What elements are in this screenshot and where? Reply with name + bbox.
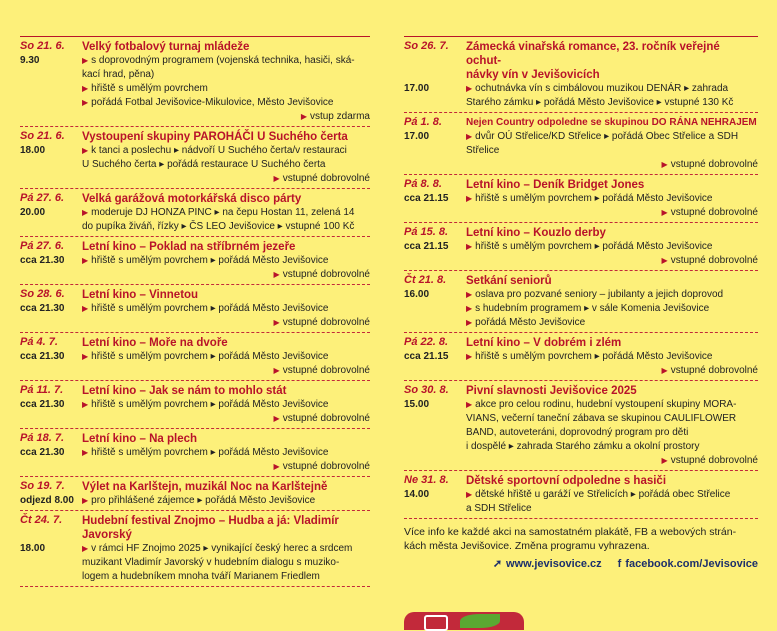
- detail-text: vstupné dobrovolné: [282, 269, 370, 280]
- detail-text: vstupné dobrovolné: [282, 461, 370, 472]
- event-head: [20, 384, 370, 398]
- event-body: [20, 254, 370, 282]
- bullet-triangle-icon: ▶: [466, 318, 473, 327]
- detail-line: [82, 68, 370, 82]
- event-body: [20, 54, 370, 124]
- event-title-text: Zámecká vinařská romance, 23. ročník veřejné ochut-: [466, 41, 720, 67]
- detail-line: [466, 412, 758, 426]
- event-details: [466, 350, 758, 378]
- facebook-text: facebook.com/Jevisovice: [625, 557, 758, 570]
- event-details: [82, 542, 370, 584]
- detail-text: vstupné dobrovolné: [670, 207, 758, 218]
- event-time: cca 21.30: [20, 255, 65, 266]
- detail-line: [82, 556, 370, 570]
- fee-line: [82, 460, 370, 474]
- bullet-triangle-icon: ▶: [466, 242, 473, 251]
- detail-text: moderuje DJ HONZA PINC ▸ na čepu Hostan 11, zelená 14: [91, 207, 355, 218]
- detail-line: [466, 488, 758, 502]
- detail-text: a SDH Střelice: [466, 503, 532, 514]
- event-body: [404, 398, 758, 468]
- event-body: [404, 130, 758, 172]
- detail-text: hřiště s umělým povrchem ▸ pořádá Město Jevišovice: [475, 241, 713, 252]
- info-text: [404, 525, 758, 553]
- event-time: 18.00: [20, 145, 46, 156]
- bullet-triangle-icon: ▶: [273, 174, 280, 183]
- event-date: Čt 21. 8.: [404, 274, 447, 286]
- detail-text: hřiště s umělým povrchem ▸ pořádá Město Jevišovice: [475, 193, 713, 204]
- event-item: [404, 333, 758, 381]
- detail-line: [82, 220, 370, 234]
- detail-line: [466, 350, 758, 364]
- event-details: [466, 240, 758, 268]
- detail-text: hřiště s umělým povrchem ▸ pořádá Město Jevišovice: [91, 255, 329, 266]
- event-time: 15.00: [404, 399, 430, 410]
- detail-line: [466, 426, 758, 440]
- event-head: [404, 474, 758, 488]
- event-time: cca 21.15: [404, 241, 449, 252]
- event-date: So 26. 7.: [404, 40, 449, 52]
- detail-text: Starého zámku ▸ pořádá Město Jevišovice ▸ vstupné 130 Kč: [466, 97, 734, 108]
- fee-line: [82, 412, 370, 426]
- event-details: [466, 488, 758, 516]
- event-details: [82, 54, 370, 124]
- detail-text: pořádá Fotbal Jevišovice-Mikulovice, Město Jevišovice: [91, 97, 334, 108]
- detail-line: [82, 206, 370, 220]
- website-link[interactable]: [493, 557, 602, 570]
- fee-line: [82, 268, 370, 282]
- event-details: [82, 494, 370, 508]
- event-title: [466, 116, 758, 130]
- detail-line: [82, 398, 370, 412]
- contact-links: [404, 557, 758, 570]
- event-head: [404, 274, 758, 288]
- event-details: [82, 302, 370, 330]
- detail-text: akce pro celou rodinu, hudební vystoupení skupiny MORA-: [475, 399, 737, 410]
- detail-text: k tanci a poslechu ▸ nádvoří U Suchého čerta/v restauraci: [91, 145, 347, 156]
- right-column: [404, 36, 758, 570]
- fee-line: [466, 254, 758, 268]
- event-item: [404, 271, 758, 333]
- cursor-icon: ➚: [492, 558, 503, 570]
- event-body: [404, 288, 758, 330]
- event-title-text: Letní kino – Na plech: [82, 433, 198, 445]
- event-details: [82, 254, 370, 282]
- event-head: [404, 40, 758, 82]
- website-text: www.jevisovice.cz: [506, 557, 602, 570]
- event-title: [466, 226, 758, 240]
- event-title-text: Nejen Country odpoledne se skupinou DO RÁNA NEHRAJEM: [466, 117, 757, 128]
- event-item: [20, 381, 370, 429]
- event-title-text: Vystoupení skupiny PAROHÁČI U Suchého čerta: [82, 131, 348, 143]
- detail-text: vstupné dobrovolné: [282, 365, 370, 376]
- bullet-triangle-icon: ▶: [82, 84, 89, 93]
- event-item: [20, 511, 370, 587]
- bullet-triangle-icon: ▶: [82, 400, 89, 409]
- event-time: 14.00: [404, 489, 430, 500]
- event-head: [404, 178, 758, 192]
- event-date: Pá 27. 6.: [20, 240, 65, 252]
- bullet-triangle-icon: ▶: [82, 544, 89, 553]
- fee-line: [466, 454, 758, 468]
- event-item: [404, 113, 758, 175]
- event-item: [20, 333, 370, 381]
- detail-line: [82, 446, 370, 460]
- event-time: 20.00: [20, 207, 46, 218]
- event-head: [20, 192, 370, 206]
- event-time: 17.00: [404, 131, 430, 142]
- bullet-triangle-icon: ▶: [466, 84, 473, 93]
- event-body: [20, 398, 370, 426]
- event-title-text: Hudební festival Znojmo – Hudba a já: Vladimír Javorský: [82, 515, 339, 541]
- event-time: odjezd 8.00: [20, 495, 74, 506]
- event-head: [404, 336, 758, 350]
- bullet-triangle-icon: ▶: [273, 270, 280, 279]
- detail-line: [466, 192, 758, 206]
- detail-text: hřiště s umělým povrchem ▸ pořádá Město Jevišovice: [91, 303, 329, 314]
- detail-text: hřiště s umělým povrchem ▸ pořádá Město Jevišovice: [91, 399, 329, 410]
- event-details: [466, 288, 758, 330]
- event-date: Ne 31. 8.: [404, 474, 449, 486]
- event-title-text: Dětské sportovní odpoledne s hasiči: [466, 475, 667, 487]
- event-time: cca 21.15: [404, 351, 449, 362]
- detail-line: [82, 570, 370, 584]
- bullet-triangle-icon: ▶: [82, 98, 89, 107]
- detail-text: kací hrad, pěna): [82, 69, 155, 80]
- event-details: [466, 398, 758, 468]
- event-item: [404, 223, 758, 271]
- fee-line: [466, 158, 758, 172]
- bullet-triangle-icon: ▶: [661, 160, 668, 169]
- event-head: [20, 432, 370, 446]
- detail-text: v rámci HF Znojmo 2025 ▸ vynikající český herec a srdcem: [91, 543, 353, 554]
- event-body: [20, 302, 370, 330]
- bullet-triangle-icon: ▶: [82, 256, 89, 265]
- event-date: Čt 24. 7.: [20, 514, 63, 526]
- event-title-text: Letní kino – Poklad na stříbrném jezeře: [82, 241, 296, 253]
- event-item: [20, 285, 370, 333]
- detail-line: [82, 82, 370, 96]
- bullet-triangle-icon: ▶: [661, 366, 668, 375]
- event-head: [20, 336, 370, 350]
- event-title-text: Letní kino – V dobrém i zlém: [466, 337, 622, 349]
- detail-text: ochutnávka vín s cimbálovou muzikou DENÁR ▸ zahrada: [475, 83, 729, 94]
- event-date: So 28. 6.: [20, 288, 65, 300]
- event-date: So 21. 6.: [20, 40, 65, 52]
- event-details: [82, 446, 370, 474]
- bullet-triangle-icon: ▶: [661, 208, 668, 217]
- event-title: [82, 40, 370, 54]
- event-date: So 30. 8.: [404, 384, 449, 396]
- event-title-text: Letní kino – Kouzlo derby: [466, 227, 606, 239]
- detail-text: pro přihlášené zájemce ▸ pořádá Město Jevišovice: [91, 495, 316, 506]
- event-title: [466, 178, 758, 192]
- bullet-triangle-icon: ▶: [273, 318, 280, 327]
- detail-line: [82, 302, 370, 316]
- event-body: [404, 192, 758, 220]
- bullet-triangle-icon: ▶: [82, 146, 89, 155]
- detail-text: oslava pro pozvané seniory – jubilanty a jejich doprovod: [475, 289, 724, 300]
- event-title: [82, 384, 370, 398]
- bullet-triangle-icon: ▶: [300, 112, 307, 121]
- event-body: [404, 350, 758, 378]
- bullet-triangle-icon: ▶: [466, 290, 473, 299]
- detail-text: U Suchého čerta ▸ pořádá restaurace U Suchého čerta: [82, 159, 326, 170]
- detail-line: [466, 82, 758, 96]
- event-head: [404, 384, 758, 398]
- detail-line: [82, 96, 370, 110]
- bullet-triangle-icon: ▶: [466, 352, 473, 361]
- event-item: [20, 429, 370, 477]
- detail-text: hřiště s umělým povrchem: [91, 83, 208, 94]
- event-title: [466, 384, 758, 398]
- detail-line: [82, 158, 370, 172]
- event-date: Pá 15. 8.: [404, 226, 449, 238]
- event-time: cca 21.30: [20, 351, 65, 362]
- facebook-icon: f: [617, 557, 622, 570]
- event-title: [82, 514, 370, 542]
- event-item: [20, 237, 370, 285]
- bullet-triangle-icon: ▶: [82, 496, 89, 505]
- event-head: [20, 40, 370, 54]
- event-date: Pá 8. 8.: [404, 178, 442, 190]
- event-date: Pá 18. 7.: [20, 432, 65, 444]
- detail-text: s hudebním programem ▸ v sále Komenia Jevišovice: [475, 303, 710, 314]
- event-head: [20, 514, 370, 542]
- event-title: [82, 192, 370, 206]
- detail-text: vstupné dobrovolné: [282, 173, 370, 184]
- fee-line: [82, 110, 370, 124]
- event-head: [404, 116, 758, 130]
- detail-text: vstupné dobrovolné: [670, 255, 758, 266]
- bullet-triangle-icon: ▶: [273, 462, 280, 471]
- detail-text: logem a hudebníkem mnoha tváří Marianem Friedlem: [82, 571, 320, 582]
- event-details: [82, 398, 370, 426]
- detail-line: [466, 130, 758, 144]
- detail-text: vstupné dobrovolné: [670, 365, 758, 376]
- event-details: [466, 192, 758, 220]
- event-title: [82, 240, 370, 254]
- bullet-triangle-icon: ▶: [466, 400, 473, 409]
- event-body: [20, 494, 370, 508]
- event-time: 18.00: [20, 543, 46, 554]
- event-body: [404, 82, 758, 110]
- detail-text: vstupné dobrovolné: [670, 159, 758, 170]
- detail-text: vstupné dobrovolné: [282, 317, 370, 328]
- event-body: [20, 542, 370, 584]
- detail-text: vstupné dobrovolné: [670, 455, 758, 466]
- event-title: [466, 336, 758, 350]
- bullet-triangle-icon: ▶: [82, 208, 89, 217]
- event-time: cca 21.30: [20, 303, 65, 314]
- detail-line: [466, 302, 758, 316]
- event-title: [82, 480, 370, 494]
- detail-text: i dospělé ▸ zahrada Starého zámku a okolní prostory: [466, 441, 700, 452]
- event-body: [404, 240, 758, 268]
- event-body: [404, 488, 758, 516]
- info-line-1: Více info ke každé akci na samostatném plakátě, FB a webových strán-: [404, 526, 737, 538]
- event-title-text: Velká garážová motorkářská disco párty: [82, 193, 302, 205]
- detail-text: s doprovodným programem (vojenská technika, hasiči, ská-: [91, 55, 355, 66]
- leaf-icon: [460, 614, 500, 628]
- event-title: [82, 336, 370, 350]
- detail-line: [82, 54, 370, 68]
- detail-line: [82, 350, 370, 364]
- event-title-text: Letní kino – Moře na dvoře: [82, 337, 228, 349]
- event-time: cca 21.30: [20, 447, 65, 458]
- event-date: So 21. 6.: [20, 130, 65, 142]
- logo-decoration: [404, 612, 524, 630]
- detail-text: vstup zdarma: [309, 111, 370, 122]
- bullet-triangle-icon: ▶: [273, 414, 280, 423]
- event-body: [20, 350, 370, 378]
- event-date: Pá 1. 8.: [404, 116, 442, 128]
- detail-text: pořádá Město Jevišovice: [475, 317, 586, 328]
- event-time: 9.30: [20, 55, 40, 66]
- event-details: [466, 82, 758, 110]
- fee-line: [82, 172, 370, 186]
- detail-line: [466, 502, 758, 516]
- bullet-triangle-icon: ▶: [661, 256, 668, 265]
- event-title-text: Setkání seniorů: [466, 275, 552, 287]
- detail-line: [466, 440, 758, 454]
- event-time: 17.00: [404, 83, 430, 94]
- camera-icon: [424, 615, 448, 631]
- event-title-text: Letní kino – Jak se nám to mohlo stát: [82, 385, 287, 397]
- detail-text: hřiště s umělým povrchem ▸ pořádá Město Jevišovice: [91, 351, 329, 362]
- event-time: cca 21.30: [20, 399, 65, 410]
- event-item: [20, 477, 370, 511]
- event-item: [20, 127, 370, 189]
- event-head: [20, 130, 370, 144]
- detail-line: [466, 398, 758, 412]
- event-item: [404, 381, 758, 471]
- detail-line: [466, 144, 758, 158]
- event-details: [82, 350, 370, 378]
- event-item: [404, 37, 758, 113]
- detail-line: [82, 144, 370, 158]
- event-details: [466, 130, 758, 172]
- event-head: [20, 240, 370, 254]
- detail-text: vstupné dobrovolné: [282, 413, 370, 424]
- bullet-triangle-icon: ▶: [82, 448, 89, 457]
- event-body: [20, 206, 370, 234]
- event-date: Pá 22. 8.: [404, 336, 449, 348]
- detail-line: [466, 240, 758, 254]
- event-time: cca 21.15: [404, 193, 449, 204]
- event-item: [20, 189, 370, 237]
- event-item: [404, 175, 758, 223]
- detail-line: [466, 316, 758, 330]
- detail-text: VIANS, večerní taneční zábava se skupinou CAULIFLOWER: [466, 413, 737, 424]
- detail-text: muzikant Vladimír Javorský v hudebním dialogu s muziko-: [82, 557, 340, 568]
- event-date: So 19. 7.: [20, 480, 65, 492]
- detail-text: Střelice: [466, 145, 500, 156]
- event-details: [82, 206, 370, 234]
- fee-line: [466, 364, 758, 378]
- detail-line: [466, 96, 758, 110]
- detail-line: [466, 288, 758, 302]
- bullet-triangle-icon: ▶: [466, 132, 473, 141]
- event-title: [82, 130, 370, 144]
- event-date: Pá 4. 7.: [20, 336, 58, 348]
- event-title-text-2: návky vín v Jevišovicích: [466, 69, 600, 81]
- bullet-triangle-icon: ▶: [466, 304, 473, 313]
- fee-line: [466, 206, 758, 220]
- event-title: [466, 274, 758, 288]
- info-line-2: kách města Jevišovice. Změna programu vyhrazena.: [404, 540, 650, 552]
- event-item: [20, 37, 370, 127]
- event-title: [466, 474, 758, 488]
- fee-line: [82, 364, 370, 378]
- event-title-text: Výlet na Karlštejn, muzikál Noc na Karlštejně: [82, 481, 328, 493]
- facebook-link[interactable]: [618, 557, 758, 570]
- event-title-text: Letní kino – Deník Bridget Jones: [466, 179, 645, 191]
- detail-line: [82, 254, 370, 268]
- event-title: [466, 40, 758, 82]
- event-head: [20, 288, 370, 302]
- detail-text: hřiště s umělým povrchem ▸ pořádá Město Jevišovice: [91, 447, 329, 458]
- bullet-triangle-icon: ▶: [466, 194, 473, 203]
- event-date: Pá 11. 7.: [20, 384, 64, 396]
- fee-line: [82, 316, 370, 330]
- event-head: [404, 226, 758, 240]
- bullet-triangle-icon: ▶: [661, 456, 668, 465]
- detail-text: hřiště s umělým povrchem ▸ pořádá Město Jevišovice: [475, 351, 713, 362]
- left-column: [20, 36, 370, 587]
- event-title: [82, 288, 370, 302]
- detail-line: [82, 494, 370, 508]
- event-title: [82, 432, 370, 446]
- event-title-text: Velký fotbalový turnaj mládeže: [82, 41, 250, 53]
- detail-line: [82, 542, 370, 556]
- event-details: [82, 144, 370, 186]
- bullet-triangle-icon: ▶: [466, 490, 473, 499]
- bullet-triangle-icon: ▶: [82, 56, 89, 65]
- event-title-text: Pivní slavnosti Jevišovice 2025: [466, 385, 637, 397]
- detail-text: dětské hřiště u garáží ve Střelicích ▸ pořádá obec Střelice: [475, 489, 731, 500]
- detail-text: dvůr OÚ Střelice/KD Střelice ▸ pořádá Obec Střelice a SDH: [475, 131, 739, 142]
- event-body: [20, 144, 370, 186]
- event-title-text: Letní kino – Vinnetou: [82, 289, 199, 301]
- bullet-triangle-icon: ▶: [273, 366, 280, 375]
- event-time: 16.00: [404, 289, 430, 300]
- event-body: [20, 446, 370, 474]
- event-head: [20, 480, 370, 494]
- bullet-triangle-icon: ▶: [82, 352, 89, 361]
- detail-text: do pupíka živáň, řízky ▸ ČS LEO Jevišovice ▸ vstupné 100 Kč: [82, 221, 355, 232]
- bullet-triangle-icon: ▶: [82, 304, 89, 313]
- event-date: Pá 27. 6.: [20, 192, 65, 204]
- detail-text: BAND, autoveteráni, doprovodný program pro děti: [466, 427, 689, 438]
- event-item: [404, 471, 758, 519]
